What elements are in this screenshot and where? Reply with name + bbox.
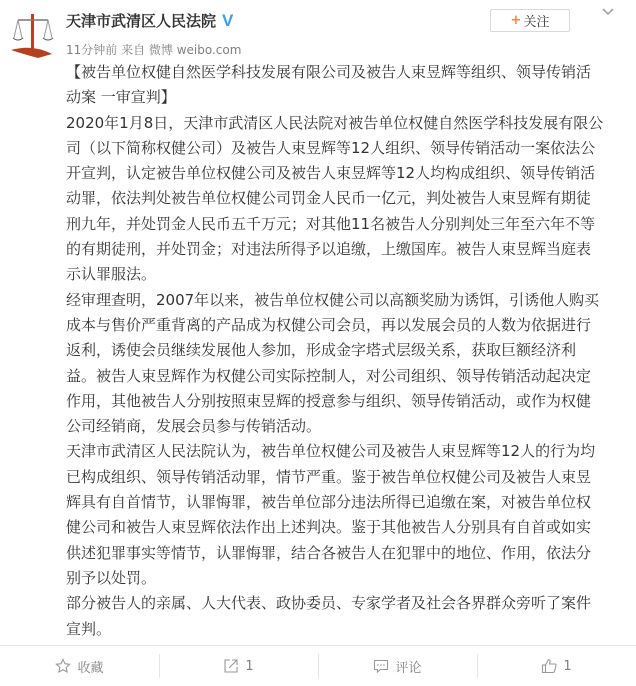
text-line: 刑九年，并处罚金人民币五千万元；对其他11名被告人分别判处三年至六年不等 — [66, 214, 596, 233]
post-paragraph — [66, 111, 626, 288]
post-title — [66, 60, 626, 111]
like-button[interactable] — [477, 646, 636, 686]
text-line: 【被告单位权健自然医学科技发展有限公司及被告人束昱辉等组织、领导传销活 — [66, 63, 592, 81]
plus-icon: + — [510, 13, 522, 28]
post-paragraph — [66, 288, 626, 440]
text-line: 动罪，依法判处被告单位权健公司罚金人民币一亿元，判处被告人束昱辉有期徒 — [66, 189, 592, 208]
text-line: 别予以处罚。 — [66, 568, 157, 587]
repost-count: 1 — [245, 658, 254, 674]
repost-icon — [223, 658, 239, 674]
comment-icon — [373, 658, 389, 674]
text-line: 辉具有自首情节，认罪悔罪，被告单位部分违法所得已追缴在案，对被告单位权 — [66, 493, 592, 512]
post-meta: 11分钟前 来自 微博 weibo.com — [66, 43, 242, 57]
text-line: 2020年1月8日，天津市武清区人民法院对被告单位权健自然医学科技发展有限公 — [66, 113, 604, 132]
account-name[interactable] — [66, 10, 233, 31]
text-line: 示认罪服法。 — [66, 265, 157, 284]
post-body — [66, 60, 626, 642]
account-name-link[interactable]: 天津市武清区人民法院 — [66, 12, 217, 30]
follow-label: 关注 — [523, 15, 550, 30]
text-line: 益。被告人束昱辉作为权健公司实际控制人，对公司组织、领导传销活动起决定 — [66, 366, 592, 385]
text-line: 部分被告人的亲属、人大代表、政协委员、专家学者及社会各界群众旁听了案件 — [66, 594, 592, 613]
post-paragraph — [66, 591, 626, 642]
chevron-down-icon[interactable] — [602, 6, 614, 18]
text-line: 经审理查明，2007年以来，被告单位权健公司以高额奖励为诱饵，引诱他人购买 — [66, 290, 600, 309]
text-line: 开宣判，认定被告单位权健公司及被告人束昱辉等12人均构成组织、领导传销活 — [66, 164, 596, 183]
verified-icon: V — [222, 10, 234, 30]
text-line: 成本与售价严重背离的产品成为权健公司会员，再以发展会员的人数为依据进行 — [66, 315, 592, 334]
text-line: 的有期徒刑，并处罚金；对违法所得予以追缴，上缴国库。被告人束昱辉当庭表 — [66, 240, 592, 259]
text-line: 宣判。 — [66, 619, 112, 638]
favorite-label: 收藏 — [77, 660, 104, 676]
text-line: 作用，其他被告人分别按照束昱辉的授意参与组织、领导传销活动，或作为权健 — [66, 391, 592, 410]
text-line: 动案 一审宣判】 — [66, 88, 176, 107]
text-line: 公司经销商，发展会员参与传销活动。 — [66, 417, 322, 436]
repost-button[interactable] — [159, 646, 318, 686]
avatar[interactable] — [8, 10, 58, 60]
text-line: 已构成组织、领导传销活动罪，情节严重。鉴于被告单位权健公司及被告人束昱 — [66, 467, 592, 486]
text-line: 供述犯罪事实等情节，认罪悔罪，结合各被告人在犯罪中的地位、作用，依法分 — [66, 543, 592, 562]
scales-of-justice-logo — [8, 10, 58, 60]
follow-button[interactable] — [490, 9, 570, 32]
action-bar — [0, 645, 636, 686]
star-icon — [55, 658, 71, 674]
like-count: 1 — [563, 658, 572, 674]
text-line: 返利，诱使会员继续发展他人参加，形成金字塔式层级关系，获取巨额经济利 — [66, 341, 577, 360]
text-line: 健公司和被告人束昱辉依法作出上述判决。鉴于其他被告人分别具有自首或如实 — [66, 518, 592, 537]
thumbs-up-icon — [541, 658, 557, 674]
comment-button[interactable] — [318, 646, 477, 686]
text-line: 天津市武清区人民法院认为，被告单位权健公司及被告人束昱辉等12人的行为均 — [66, 442, 596, 461]
favorite-button[interactable] — [0, 646, 159, 686]
text-line: 司（以下简称权健公司）及被告人束昱辉等12人组织、领导传销活动一案依法公 — [66, 138, 596, 157]
post-paragraph — [66, 439, 626, 591]
comment-label: 评论 — [395, 660, 422, 676]
